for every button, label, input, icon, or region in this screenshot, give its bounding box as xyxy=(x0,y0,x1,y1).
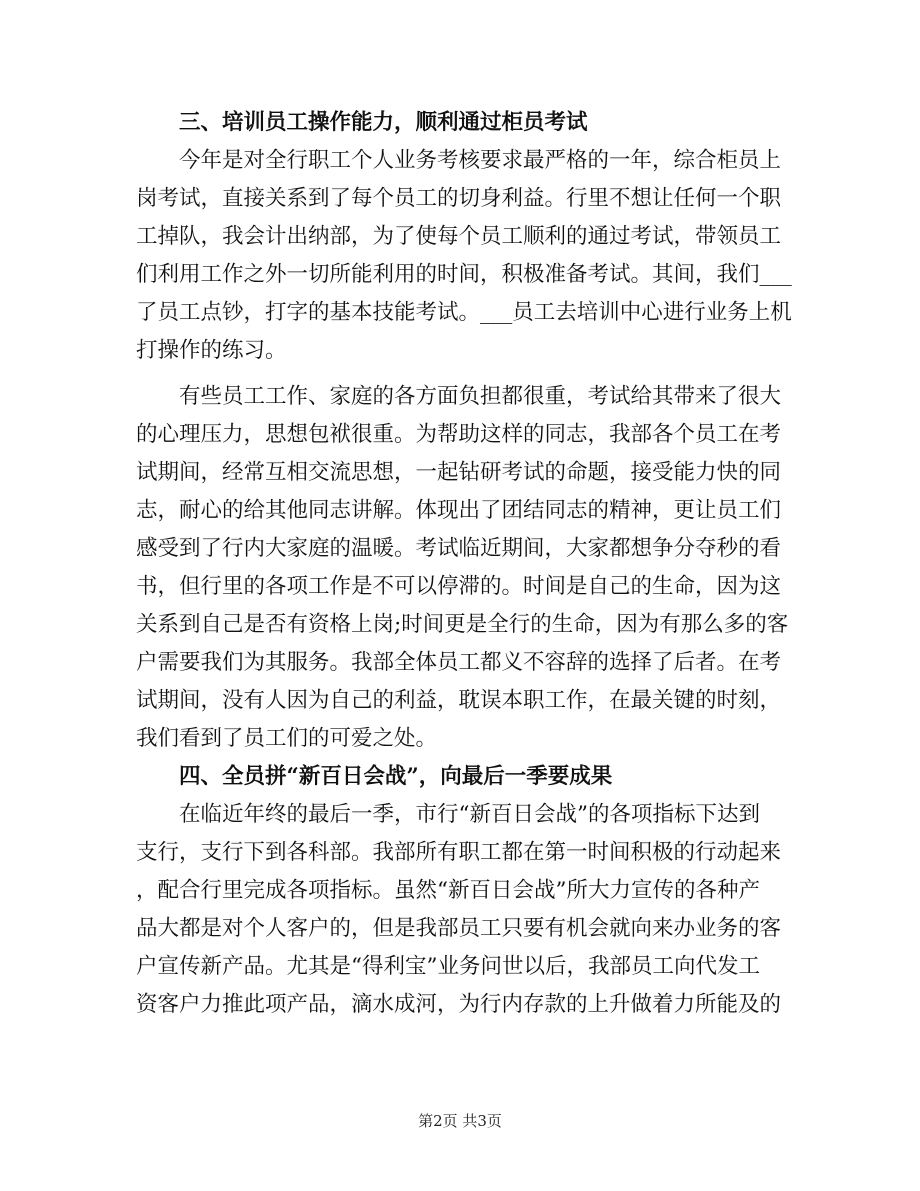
paragraph-line: 打操作的练习。 xyxy=(136,338,287,363)
paragraph-line: 岗考试，直接关系到了每个员工的切身利益。行里不想让任何一个职 xyxy=(136,186,782,211)
page-number-footer: 第2页 共3页 xyxy=(418,1112,502,1130)
paragraph-line: 试期间，没有人因为自己的利益，耽误本职工作，在最关键的时刻， xyxy=(136,688,782,713)
section-heading-4: 四、全员拼“新百日会战”，向最后一季要成果 xyxy=(179,764,613,789)
document-page xyxy=(136,104,792,1024)
section-heading-3: 三、培训员工操作能力，顺利通过柜员考试 xyxy=(179,110,588,135)
paragraph-line: 的心理压力，思想包袱很重。为帮助这样的同志，我部各个员工在考 xyxy=(136,422,782,447)
paragraph-line: 资客户力推此项产品，滴水成河，为行内存款的上升做着力所能及的 xyxy=(136,992,782,1017)
paragraph-exam-prep xyxy=(136,142,792,370)
paragraph-line: ，配合行里完成各项指标。虽然“新百日会战”所大力宣传的各种产 xyxy=(136,878,760,903)
paragraph-line: 工掉队，我会计出纳部，为了使每个员工顺利的通过考试，带领员工 xyxy=(136,224,782,249)
paragraph-line: 有些员工工作、家庭的各方面负担都很重，考试给其带来了很大 xyxy=(179,384,782,409)
paragraph-line: 在临近年终的最后一季，市行“新百日会战”的各项指标下达到 xyxy=(179,802,760,827)
paragraph-line: 试期间，经常互相交流思想，一起钻研考试的命题，接受能力快的同 xyxy=(136,460,782,485)
paragraph-line: 我们看到了员工们的可爱之处。 xyxy=(136,726,438,751)
paragraph-line: 们利用工作之外一切所能利用的时间，积极准备考试。其间，我们___ xyxy=(136,262,792,287)
paragraph-hundred-day-campaign xyxy=(136,796,784,1024)
paragraph-line: 今年是对全行职工个人业务考核要求最严格的一年，综合柜员上 xyxy=(179,148,782,173)
paragraph-line: 关系到自己是否有资格上岗;时间更是全行的生命，因为有那么多的客 xyxy=(136,612,789,637)
paragraph-mutual-support xyxy=(136,378,789,758)
paragraph-line: 品大都是对个人客户的，但是我部员工只要有机会就向来办业务的客 xyxy=(136,916,782,941)
paragraph-line: 感受到了行内大家庭的温暖。考试临近期间，大家都想争分夺秒的看 xyxy=(136,536,782,561)
paragraph-line: 支行，支行下到各科部。我部所有职工都在第一时间积极的行动起来 xyxy=(136,840,782,865)
paragraph-line: 志，耐心的给其他同志讲解。体现出了团结同志的精神，更让员工们 xyxy=(136,498,782,523)
paragraph-line: 了员工点钞，打字的基本技能考试。___员工去培训中心进行业务上机 xyxy=(136,300,792,325)
paragraph-line: 户宣传新产品。尤其是“得利宝”业务问世以后，我部员工向代发工 xyxy=(136,954,760,979)
paragraph-line: 户需要我们为其服务。我部全体员工都义不容辞的选择了后者。在考 xyxy=(136,650,782,675)
paragraph-line: 书，但行里的各项工作是不可以停滞的。时间是自己的生命，因为这 xyxy=(136,574,782,599)
